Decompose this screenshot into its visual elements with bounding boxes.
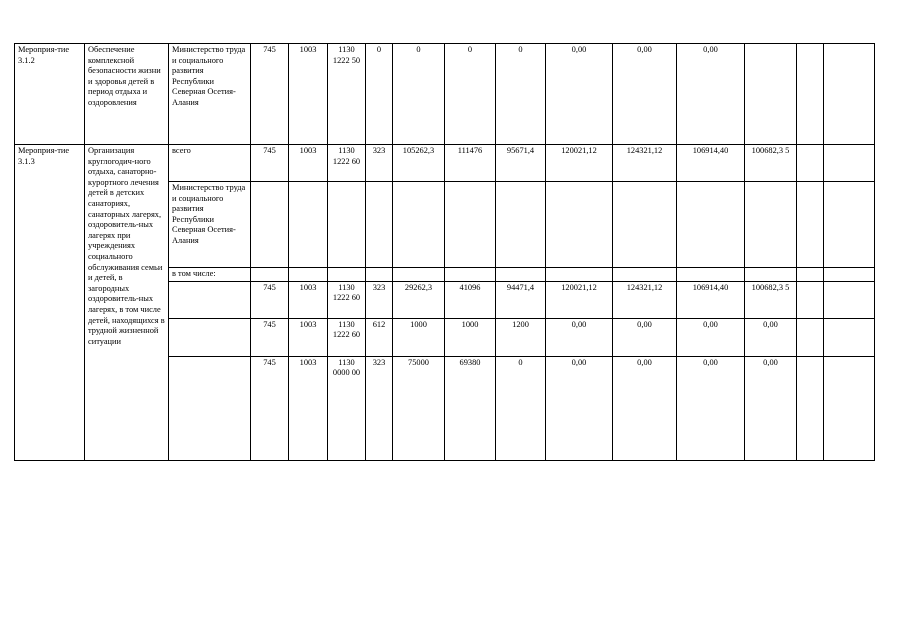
empty-cell — [445, 268, 496, 282]
value-cell-6: 0,00 — [677, 356, 745, 460]
empty-cell — [797, 44, 824, 145]
empty-cell — [393, 182, 445, 268]
rzpr-cell: 1003 — [289, 145, 328, 182]
empty-cell — [169, 318, 251, 356]
vr-cell: 323 — [366, 145, 393, 182]
csr-cell: 1130 1222 60 — [328, 318, 366, 356]
empty-cell — [613, 182, 677, 268]
event-name-cell: Обеспечение комплексной безопасности жизни и здоровья детей в период отдыха и оздоровления — [85, 44, 169, 145]
rzpr-cell: 1003 — [289, 356, 328, 460]
value-cell-3: 0 — [496, 356, 546, 460]
empty-cell — [289, 268, 328, 282]
event-code-cell: Мероприя-тие 3.1.2 — [15, 44, 85, 145]
vr-cell: 323 — [366, 281, 393, 318]
value-cell-6: 106914,40 — [677, 145, 745, 182]
event-name-cell: Организация круглогодич-ного отдыха, санаторно-курортного лечения детей в детских санаториях, санаторных лагерях, оздоровитель-ных лагерях при учреждениях социального обслуживания семьи и детей, в загородных оздоровитель-ных лагерях, в том числе детей, находящихся в трудной жизненной ситуации — [85, 145, 169, 461]
empty-cell — [328, 182, 366, 268]
value-cell-6: 0,00 — [677, 318, 745, 356]
value-cell-2: 111476 — [445, 145, 496, 182]
empty-cell — [445, 182, 496, 268]
csr-cell: 1130 1222 50 — [328, 44, 366, 145]
empty-cell — [745, 268, 797, 282]
csr-cell: 1130 1222 60 — [328, 281, 366, 318]
value-cell-7: 100682,3 5 — [745, 281, 797, 318]
rzpr-cell: 1003 — [289, 44, 328, 145]
value-cell-7 — [745, 44, 797, 145]
empty-cell — [613, 268, 677, 282]
empty-cell — [169, 281, 251, 318]
empty-cell — [289, 182, 328, 268]
empty-cell — [393, 268, 445, 282]
empty-cell — [797, 281, 824, 318]
value-cell-1: 1000 — [393, 318, 445, 356]
empty-cell — [366, 268, 393, 282]
table-row-event-3-1-3-total — [15, 145, 875, 182]
vr-cell: 612 — [366, 318, 393, 356]
grbs-cell: 745 — [251, 318, 289, 356]
value-cell-7: 0,00 — [745, 318, 797, 356]
value-cell-6: 106914,40 — [677, 281, 745, 318]
empty-cell — [824, 281, 875, 318]
empty-cell — [824, 44, 875, 145]
empty-cell — [824, 356, 875, 460]
empty-cell — [824, 145, 875, 182]
executor-cell: Министерство труда и социального развития Республики Северная Осетия-Алания — [169, 44, 251, 145]
value-cell-4: 0,00 — [546, 44, 613, 145]
value-cell-2: 69380 — [445, 356, 496, 460]
empty-cell — [797, 318, 824, 356]
csr-cell: 1130 0000 00 — [328, 356, 366, 460]
value-cell-6: 0,00 — [677, 44, 745, 145]
empty-cell — [169, 356, 251, 460]
value-cell-5: 0,00 — [613, 318, 677, 356]
event-code-cell: Мероприя-тие 3.1.3 — [15, 145, 85, 461]
value-cell-3: 1200 — [496, 318, 546, 356]
value-cell-4: 0,00 — [546, 356, 613, 460]
empty-cell — [496, 182, 546, 268]
value-cell-1: 75000 — [393, 356, 445, 460]
rzpr-cell: 1003 — [289, 318, 328, 356]
executor-total-cell: всего — [169, 145, 251, 182]
value-cell-1: 29262,3 — [393, 281, 445, 318]
value-cell-4: 120021,12 — [546, 145, 613, 182]
budget-table — [14, 43, 875, 461]
grbs-cell: 745 — [251, 145, 289, 182]
value-cell-1: 105262,3 — [393, 145, 445, 182]
value-cell-4: 0,00 — [546, 318, 613, 356]
empty-cell — [546, 268, 613, 282]
rzpr-cell: 1003 — [289, 281, 328, 318]
empty-cell — [824, 268, 875, 282]
empty-cell — [797, 268, 824, 282]
grbs-cell: 745 — [251, 281, 289, 318]
value-cell-3: 94471,4 — [496, 281, 546, 318]
value-cell-5: 0,00 — [613, 356, 677, 460]
empty-cell — [677, 268, 745, 282]
vr-cell: 0 — [366, 44, 393, 145]
empty-cell — [251, 268, 289, 282]
vr-cell: 323 — [366, 356, 393, 460]
value-cell-5: 124321,12 — [613, 145, 677, 182]
csr-cell: 1130 1222 60 — [328, 145, 366, 182]
value-cell-3: 0 — [496, 44, 546, 145]
value-cell-2: 0 — [445, 44, 496, 145]
empty-cell — [824, 182, 875, 268]
empty-cell — [251, 182, 289, 268]
value-cell-2: 41096 — [445, 281, 496, 318]
empty-cell — [328, 268, 366, 282]
value-cell-1: 0 — [393, 44, 445, 145]
value-cell-2: 1000 — [445, 318, 496, 356]
empty-cell — [797, 145, 824, 182]
value-cell-7: 100682,3 5 — [745, 145, 797, 182]
value-cell-5: 0,00 — [613, 44, 677, 145]
table-row-event-3-1-2 — [15, 44, 875, 145]
empty-cell — [797, 182, 824, 268]
grbs-cell: 745 — [251, 44, 289, 145]
executor-cell: Министерство труда и социального развития Республики Северная Осетия-Алания — [169, 182, 251, 268]
value-cell-5: 124321,12 — [613, 281, 677, 318]
empty-cell — [797, 356, 824, 460]
empty-cell — [824, 318, 875, 356]
including-label-cell: в том числе: — [169, 268, 251, 282]
empty-cell — [366, 182, 393, 268]
empty-cell — [496, 268, 546, 282]
empty-cell — [745, 182, 797, 268]
value-cell-3: 95671,4 — [496, 145, 546, 182]
grbs-cell: 745 — [251, 356, 289, 460]
empty-cell — [546, 182, 613, 268]
value-cell-7: 0,00 — [745, 356, 797, 460]
empty-cell — [677, 182, 745, 268]
value-cell-4: 120021,12 — [546, 281, 613, 318]
